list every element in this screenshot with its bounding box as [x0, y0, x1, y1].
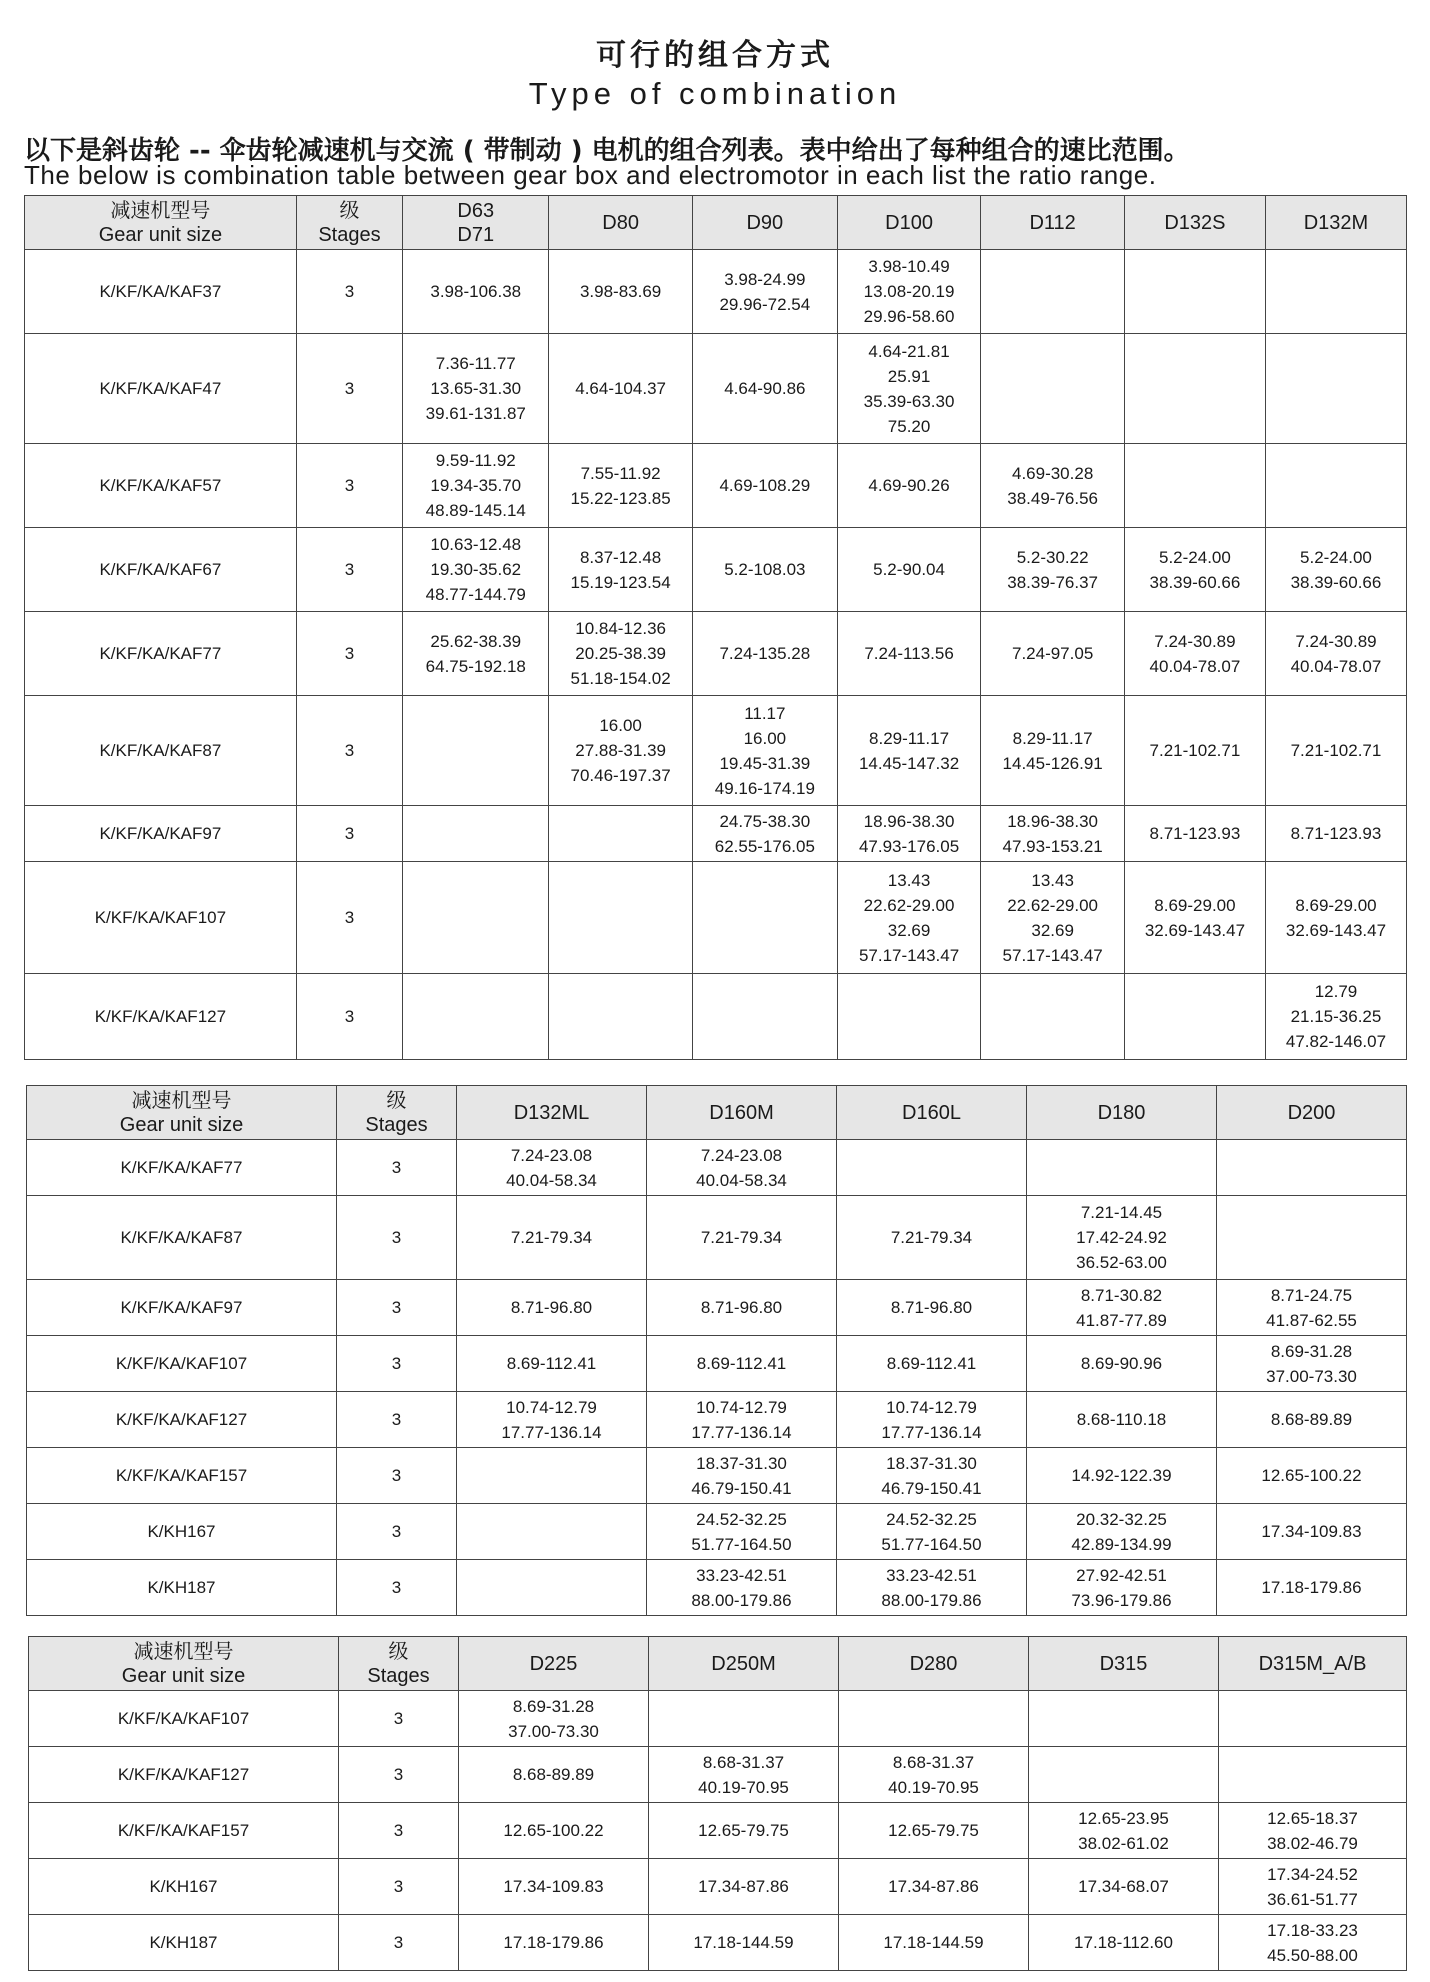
- column-header-motor: D250M: [649, 1637, 839, 1691]
- column-header-motor: D315M_A/B: [1219, 1637, 1407, 1691]
- table-row: [27, 1392, 1407, 1448]
- ratio-range-cell: [403, 806, 549, 862]
- stages-cell: 3: [296, 444, 402, 528]
- ratio-range-cell: 12.65-79.75: [649, 1803, 839, 1859]
- column-header-motor: D90: [692, 196, 837, 250]
- ratio-range-cell: 10.63-12.48 19.30-35.62 48.77-144.79: [403, 528, 549, 612]
- gear-unit-model-cell: K/KF/KA/KAF157: [27, 1448, 337, 1504]
- table-row: [27, 1336, 1407, 1392]
- ratio-range-cell: 17.18-112.60: [1029, 1915, 1219, 1971]
- ratio-range-cell: 18.96-38.30 47.93-176.05: [837, 806, 981, 862]
- page-title-cn: 可行的组合方式: [596, 38, 834, 73]
- stages-cell: 3: [296, 528, 402, 612]
- gear-unit-model-cell: K/KF/KA/KAF127: [27, 1392, 337, 1448]
- table-row: [29, 1747, 1407, 1803]
- ratio-range-cell: 5.2-24.00 38.39-60.66: [1265, 528, 1406, 612]
- ratio-range-cell: 27.92-42.51 73.96-179.86: [1027, 1560, 1217, 1616]
- ratio-range-cell: 9.59-11.92 19.34-35.70 48.89-145.14: [403, 444, 549, 528]
- ratio-range-cell: 5.2-24.00 38.39-60.66: [1124, 528, 1265, 612]
- ratio-range-cell: 7.21-102.71: [1124, 696, 1265, 806]
- gear-unit-model-cell: K/KF/KA/KAF67: [25, 528, 297, 612]
- ratio-range-cell: 4.64-90.86: [692, 334, 837, 444]
- gear-unit-model-cell: K/KF/KA/KAF157: [29, 1803, 339, 1859]
- column-header-motor: D180: [1027, 1086, 1217, 1140]
- header-row: [29, 1637, 1407, 1691]
- ratio-range-cell: 8.69-29.00 32.69-143.47: [1124, 862, 1265, 974]
- stages-cell: 3: [337, 1140, 457, 1196]
- ratio-range-cell: 8.71-123.93: [1265, 806, 1406, 862]
- column-header-motor: D200: [1217, 1086, 1407, 1140]
- stages-cell: 3: [339, 1747, 459, 1803]
- table-row: [25, 444, 1407, 528]
- ratio-range-cell: 8.71-96.80: [457, 1280, 647, 1336]
- ratio-range-cell: [837, 1140, 1027, 1196]
- ratio-range-cell: 8.68-31.37 40.19-70.95: [649, 1747, 839, 1803]
- ratio-range-cell: 7.21-79.34: [457, 1196, 647, 1280]
- stages-cell: 3: [339, 1803, 459, 1859]
- ratio-range-cell: 25.62-38.39 64.75-192.18: [403, 612, 549, 696]
- gear-unit-model-cell: K/KF/KA/KAF127: [25, 974, 297, 1060]
- gear-unit-model-cell: K/KH187: [27, 1560, 337, 1616]
- table-row: [27, 1448, 1407, 1504]
- column-header-motor: D63 D71: [403, 196, 549, 250]
- ratio-range-cell: [1217, 1140, 1407, 1196]
- ratio-range-cell: [1265, 334, 1406, 444]
- ratio-range-cell: 8.68-89.89: [459, 1747, 649, 1803]
- stages-cell: 3: [337, 1448, 457, 1504]
- ratio-range-cell: [457, 1448, 647, 1504]
- table-row: [27, 1504, 1407, 1560]
- ratio-range-cell: 8.69-29.00 32.69-143.47: [1265, 862, 1406, 974]
- ratio-range-cell: 10.74-12.79 17.77-136.14: [457, 1392, 647, 1448]
- gear-unit-model-cell: K/KH167: [29, 1859, 339, 1915]
- table-row: [25, 528, 1407, 612]
- ratio-range-cell: 24.75-38.30 62.55-176.05: [692, 806, 837, 862]
- ratio-range-cell: 12.65-79.75: [839, 1803, 1029, 1859]
- ratio-range-cell: [457, 1504, 647, 1560]
- ratio-range-cell: 17.34-24.52 36.61-51.77: [1219, 1859, 1407, 1915]
- ratio-range-cell: 8.71-96.80: [837, 1280, 1027, 1336]
- ratio-range-cell: 33.23-42.51 88.00-179.86: [837, 1560, 1027, 1616]
- table-row: [27, 1196, 1407, 1280]
- ratio-range-cell: 8.37-12.48 15.19-123.54: [549, 528, 693, 612]
- gear-unit-model-cell: K/KF/KA/KAF127: [29, 1747, 339, 1803]
- column-header-motor: D112: [981, 196, 1125, 250]
- ratio-range-cell: 5.2-30.22 38.39-76.37: [981, 528, 1125, 612]
- ratio-range-cell: [692, 862, 837, 974]
- ratio-range-cell: 10.74-12.79 17.77-136.14: [837, 1392, 1027, 1448]
- ratio-range-cell: 8.71-24.75 41.87-62.55: [1217, 1280, 1407, 1336]
- ratio-range-cell: 17.18-179.86: [459, 1915, 649, 1971]
- ratio-range-cell: [1219, 1747, 1407, 1803]
- ratio-range-cell: [457, 1560, 647, 1616]
- ratio-range-cell: 16.00 27.88-31.39 70.46-197.37: [549, 696, 693, 806]
- column-header-model: 减速机型号 Gear unit size: [29, 1637, 339, 1691]
- ratio-range-cell: 12.79 21.15-36.25 47.82-146.07: [1265, 974, 1406, 1060]
- ratio-range-cell: [1219, 1691, 1407, 1747]
- gear-unit-model-cell: K/KF/KA/KAF97: [27, 1280, 337, 1336]
- column-header-motor: D132S: [1124, 196, 1265, 250]
- ratio-range-cell: 4.69-90.26: [837, 444, 981, 528]
- stages-cell: 3: [296, 862, 402, 974]
- ratio-range-cell: 8.69-112.41: [837, 1336, 1027, 1392]
- gear-unit-model-cell: K/KH167: [27, 1504, 337, 1560]
- stages-cell: 3: [296, 250, 402, 334]
- ratio-range-cell: 7.24-30.89 40.04-78.07: [1124, 612, 1265, 696]
- ratio-range-cell: [403, 696, 549, 806]
- ratio-range-cell: 8.68-31.37 40.19-70.95: [839, 1747, 1029, 1803]
- column-header-model: 减速机型号 Gear unit size: [27, 1086, 337, 1140]
- column-header-stages: 级 Stages: [339, 1637, 459, 1691]
- gear-unit-model-cell: K/KF/KA/KAF57: [25, 444, 297, 528]
- column-header-motor: D160L: [837, 1086, 1027, 1140]
- ratio-range-cell: [549, 806, 693, 862]
- table-row: [29, 1803, 1407, 1859]
- ratio-range-cell: 17.34-68.07: [1029, 1859, 1219, 1915]
- ratio-range-cell: 8.69-90.96: [1027, 1336, 1217, 1392]
- ratio-range-cell: 24.52-32.25 51.77-164.50: [647, 1504, 837, 1560]
- ratio-range-cell: [692, 974, 837, 1060]
- ratio-range-cell: 17.18-179.86: [1217, 1560, 1407, 1616]
- ratio-range-cell: [403, 974, 549, 1060]
- ratio-range-cell: 33.23-42.51 88.00-179.86: [647, 1560, 837, 1616]
- ratio-range-cell: 14.92-122.39: [1027, 1448, 1217, 1504]
- ratio-range-cell: 5.2-108.03: [692, 528, 837, 612]
- table-row: [27, 1560, 1407, 1616]
- combination-table-3: [28, 1636, 1407, 1971]
- ratio-range-cell: 7.21-14.45 17.42-24.92 36.52-63.00: [1027, 1196, 1217, 1280]
- ratio-range-cell: 17.18-144.59: [839, 1915, 1029, 1971]
- table-row: [29, 1859, 1407, 1915]
- table-row: [25, 806, 1407, 862]
- stages-cell: 3: [339, 1915, 459, 1971]
- column-header-model: 减速机型号 Gear unit size: [25, 196, 297, 250]
- stages-cell: 3: [337, 1504, 457, 1560]
- ratio-range-cell: 8.68-89.89: [1217, 1392, 1407, 1448]
- ratio-range-cell: [839, 1691, 1029, 1747]
- column-header-stages: 级 Stages: [337, 1086, 457, 1140]
- ratio-range-cell: 12.65-100.22: [1217, 1448, 1407, 1504]
- ratio-range-cell: 17.34-87.86: [649, 1859, 839, 1915]
- ratio-range-cell: [1265, 444, 1406, 528]
- table-row: [25, 250, 1407, 334]
- header-row: [25, 196, 1407, 250]
- stages-cell: 3: [296, 974, 402, 1060]
- ratio-range-cell: 7.21-79.34: [837, 1196, 1027, 1280]
- ratio-range-cell: 13.43 22.62-29.00 32.69 57.17-143.47: [981, 862, 1125, 974]
- ratio-range-cell: [1124, 444, 1265, 528]
- intro-text-cn: 以下是斜齿轮 -- 伞齿轮减速机与交流 ( 带制动 ) 电机的组合列表。表中给出了每种组合的速比范围。: [24, 136, 1190, 166]
- table-row: [25, 974, 1407, 1060]
- stages-cell: 3: [337, 1336, 457, 1392]
- gear-unit-model-cell: K/KF/KA/KAF97: [25, 806, 297, 862]
- ratio-range-cell: 17.34-109.83: [459, 1859, 649, 1915]
- ratio-range-cell: 18.37-31.30 46.79-150.41: [837, 1448, 1027, 1504]
- ratio-range-cell: 8.71-123.93: [1124, 806, 1265, 862]
- ratio-range-cell: [403, 862, 549, 974]
- column-header-motor: D280: [839, 1637, 1029, 1691]
- stages-cell: 3: [296, 612, 402, 696]
- ratio-range-cell: [1124, 250, 1265, 334]
- ratio-range-cell: 7.24-23.08 40.04-58.34: [457, 1140, 647, 1196]
- table-row: [25, 862, 1407, 974]
- ratio-range-cell: 8.68-110.18: [1027, 1392, 1217, 1448]
- ratio-range-cell: 7.36-11.77 13.65-31.30 39.61-131.87: [403, 334, 549, 444]
- column-header-motor: D315: [1029, 1637, 1219, 1691]
- column-header-motor: D160M: [647, 1086, 837, 1140]
- gear-unit-model-cell: K/KF/KA/KAF77: [25, 612, 297, 696]
- column-header-stages: 级 Stages: [296, 196, 402, 250]
- ratio-range-cell: 20.32-32.25 42.89-134.99: [1027, 1504, 1217, 1560]
- ratio-range-cell: 12.65-100.22: [459, 1803, 649, 1859]
- ratio-range-cell: 4.64-104.37: [549, 334, 693, 444]
- ratio-range-cell: 8.29-11.17 14.45-126.91: [981, 696, 1125, 806]
- ratio-range-cell: 7.21-79.34: [647, 1196, 837, 1280]
- gear-unit-model-cell: K/KF/KA/KAF87: [27, 1196, 337, 1280]
- table-row: [27, 1140, 1407, 1196]
- gear-unit-model-cell: K/KF/KA/KAF47: [25, 334, 297, 444]
- table-row: [25, 696, 1407, 806]
- ratio-range-cell: [1265, 250, 1406, 334]
- table-row: [29, 1915, 1407, 1971]
- gear-unit-model-cell: K/KF/KA/KAF107: [27, 1336, 337, 1392]
- ratio-range-cell: 4.69-108.29: [692, 444, 837, 528]
- ratio-range-cell: 8.71-30.82 41.87-77.89: [1027, 1280, 1217, 1336]
- stages-cell: 3: [296, 696, 402, 806]
- ratio-range-cell: 18.37-31.30 46.79-150.41: [647, 1448, 837, 1504]
- gear-unit-model-cell: K/KF/KA/KAF37: [25, 250, 297, 334]
- ratio-range-cell: 3.98-24.99 29.96-72.54: [692, 250, 837, 334]
- ratio-range-cell: [981, 250, 1125, 334]
- ratio-range-cell: [1124, 974, 1265, 1060]
- ratio-range-cell: 8.69-31.28 37.00-73.30: [459, 1691, 649, 1747]
- ratio-range-cell: [981, 974, 1125, 1060]
- ratio-range-cell: 7.21-102.71: [1265, 696, 1406, 806]
- gear-unit-model-cell: K/KF/KA/KAF107: [25, 862, 297, 974]
- column-header-motor: D132ML: [457, 1086, 647, 1140]
- stages-cell: 3: [337, 1280, 457, 1336]
- ratio-range-cell: 3.98-106.38: [403, 250, 549, 334]
- ratio-range-cell: 7.55-11.92 15.22-123.85: [549, 444, 693, 528]
- ratio-range-cell: 12.65-23.95 38.02-61.02: [1029, 1803, 1219, 1859]
- stages-cell: 3: [337, 1560, 457, 1616]
- ratio-range-cell: 17.18-33.23 45.50-88.00: [1219, 1915, 1407, 1971]
- ratio-range-cell: 17.34-109.83: [1217, 1504, 1407, 1560]
- gear-unit-model-cell: K/KF/KA/KAF87: [25, 696, 297, 806]
- ratio-range-cell: 10.84-12.36 20.25-38.39 51.18-154.02: [549, 612, 693, 696]
- ratio-range-cell: [1029, 1747, 1219, 1803]
- ratio-range-cell: 4.69-30.28 38.49-76.56: [981, 444, 1125, 528]
- stages-cell: 3: [339, 1859, 459, 1915]
- stages-cell: 3: [296, 334, 402, 444]
- page-title-en: Type of combination: [528, 76, 902, 111]
- ratio-range-cell: 7.24-113.56: [837, 612, 981, 696]
- intro-text-en: The below is combination table between gear box and electromotor in each list the ratio range.: [24, 160, 1157, 190]
- ratio-range-cell: 7.24-30.89 40.04-78.07: [1265, 612, 1406, 696]
- ratio-range-cell: [1217, 1196, 1407, 1280]
- column-header-motor: D80: [549, 196, 693, 250]
- ratio-range-cell: 8.69-112.41: [457, 1336, 647, 1392]
- table-row: [25, 612, 1407, 696]
- ratio-range-cell: [549, 862, 693, 974]
- ratio-range-cell: 8.29-11.17 14.45-147.32: [837, 696, 981, 806]
- table-row: [25, 334, 1407, 444]
- ratio-range-cell: [549, 974, 693, 1060]
- ratio-range-cell: 8.71-96.80: [647, 1280, 837, 1336]
- ratio-range-cell: 17.34-87.86: [839, 1859, 1029, 1915]
- ratio-range-cell: 17.18-144.59: [649, 1915, 839, 1971]
- stages-cell: 3: [337, 1196, 457, 1280]
- ratio-range-cell: 13.43 22.62-29.00 32.69 57.17-143.47: [837, 862, 981, 974]
- ratio-range-cell: [981, 334, 1125, 444]
- column-header-motor: D225: [459, 1637, 649, 1691]
- column-header-motor: D132M: [1265, 196, 1406, 250]
- ratio-range-cell: 10.74-12.79 17.77-136.14: [647, 1392, 837, 1448]
- stages-cell: 3: [337, 1392, 457, 1448]
- combination-table-2: [26, 1085, 1407, 1616]
- ratio-range-cell: 5.2-90.04: [837, 528, 981, 612]
- ratio-range-cell: [649, 1691, 839, 1747]
- ratio-range-cell: [837, 974, 981, 1060]
- ratio-range-cell: 3.98-83.69: [549, 250, 693, 334]
- ratio-range-cell: 8.69-112.41: [647, 1336, 837, 1392]
- ratio-range-cell: 7.24-135.28: [692, 612, 837, 696]
- header-row: [27, 1086, 1407, 1140]
- table-row: [27, 1280, 1407, 1336]
- ratio-range-cell: [1029, 1691, 1219, 1747]
- ratio-range-cell: 7.24-23.08 40.04-58.34: [647, 1140, 837, 1196]
- ratio-range-cell: 24.52-32.25 51.77-164.50: [837, 1504, 1027, 1560]
- ratio-range-cell: 7.24-97.05: [981, 612, 1125, 696]
- ratio-range-cell: 3.98-10.49 13.08-20.19 29.96-58.60: [837, 250, 981, 334]
- stages-cell: 3: [339, 1691, 459, 1747]
- ratio-range-cell: [1027, 1140, 1217, 1196]
- gear-unit-model-cell: K/KF/KA/KAF77: [27, 1140, 337, 1196]
- table-row: [29, 1691, 1407, 1747]
- ratio-range-cell: 18.96-38.30 47.93-153.21: [981, 806, 1125, 862]
- gear-unit-model-cell: K/KF/KA/KAF107: [29, 1691, 339, 1747]
- ratio-range-cell: 4.64-21.81 25.91 35.39-63.30 75.20: [837, 334, 981, 444]
- gear-unit-model-cell: K/KH187: [29, 1915, 339, 1971]
- combination-table-1: [24, 195, 1407, 1060]
- ratio-range-cell: 12.65-18.37 38.02-46.79: [1219, 1803, 1407, 1859]
- ratio-range-cell: 11.17 16.00 19.45-31.39 49.16-174.19: [692, 696, 837, 806]
- ratio-range-cell: [1124, 334, 1265, 444]
- column-header-motor: D100: [837, 196, 981, 250]
- ratio-range-cell: 8.69-31.28 37.00-73.30: [1217, 1336, 1407, 1392]
- stages-cell: 3: [296, 806, 402, 862]
